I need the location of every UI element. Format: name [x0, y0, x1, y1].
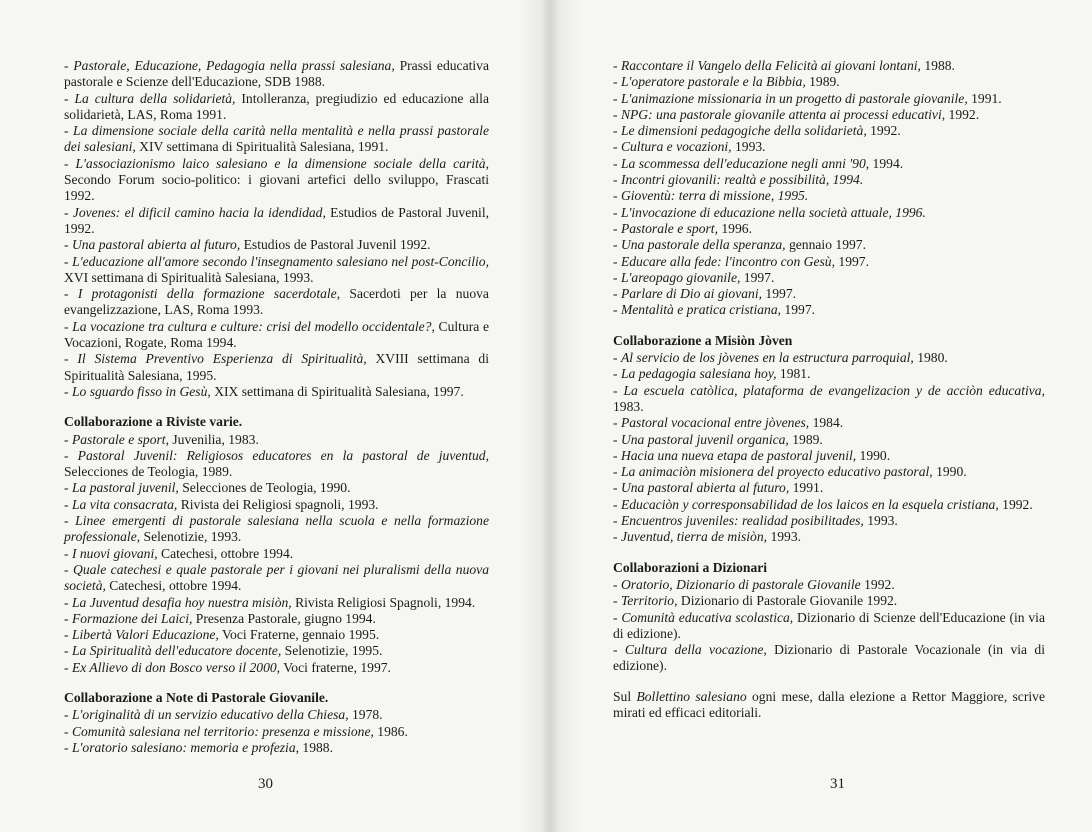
entry-title: Mentalità e pratica cristiana, — [620, 302, 782, 318]
bibliography-entry — [64, 740, 489, 756]
entry-dash: - — [64, 594, 72, 610]
entry-details: 1992. — [998, 496, 1033, 512]
bibliography-entry — [613, 593, 1045, 609]
entry-dash: - — [613, 74, 621, 90]
page-number-left: 30 — [258, 776, 273, 792]
entry-dash: - — [64, 318, 73, 334]
entry-dash: - — [64, 545, 72, 561]
entry-dash: - — [64, 707, 72, 723]
entry-title: Pastorale e sport, — [71, 431, 169, 447]
entry-title: Juventud, tierra de misiòn, — [620, 529, 768, 545]
entry-title: Libertà Valori Educazione, — [71, 627, 219, 643]
entry-title: Pastoral vocacional entre jòvenes, — [620, 415, 810, 431]
entry-title: L'oratorio salesiano: memoria e profezia, — [71, 739, 300, 755]
riviste-list — [64, 432, 489, 676]
entry-details: Juvenilia, 1983. — [168, 431, 259, 447]
entry-title: La pedagogia salesiana hoy, — [620, 366, 777, 382]
entry-title: Una pastorale della speranza, — [620, 237, 786, 253]
entry-dash: - — [613, 302, 621, 318]
entry-title: Cultura della vocazione, — [624, 642, 767, 658]
entry-details: XVIII settimana di Spiritualità Salesiana, 1995. — [64, 351, 489, 383]
closing-post: ogni mese, dalla elezione a Rettor Maggiore, scrive mirati ed efficaci editoriali. — [613, 688, 1045, 720]
bibliography-entry — [64, 546, 489, 562]
entry-details: Prassi educativa pastorale e Scienze dell'Educazione, SDB 1988. — [64, 58, 489, 90]
entry-title: La Juventud desafia hoy nuestra misiòn, — [71, 594, 292, 610]
entry-details: Selenotizie, 1995. — [281, 643, 383, 659]
bibliography-entry — [64, 513, 489, 546]
entry-details: Rivista Religiosi Spagnoli, 1994. — [291, 594, 476, 610]
entry-dash: - — [613, 464, 621, 480]
entry-dash: - — [64, 58, 74, 73]
entry-dash: - — [64, 513, 76, 529]
entry-title: I nuovi giovani, — [71, 545, 158, 561]
entry-details: 1983. — [613, 398, 644, 414]
entry-title: La dimensione sociale della carità nella mentalità e nella prassi pastorale dei salesiani, — [64, 123, 489, 155]
entry-title: Al servicio de los jòvenes en la estructura parroquial, — [620, 350, 914, 366]
bibliography-entry — [613, 432, 1045, 448]
closing-title: Bollettino salesiano — [636, 688, 747, 704]
bibliography-entry — [613, 577, 1045, 593]
entry-details: 1988. — [920, 58, 955, 73]
bibliography-entry — [613, 302, 1045, 318]
entry-dash: - — [64, 610, 72, 626]
entry-details: 1992. — [860, 576, 895, 592]
entry-details: Voci Fraterne, gennaio 1995. — [218, 627, 380, 643]
bibliography-entry — [613, 172, 1045, 188]
entry-details: 1996. — [717, 220, 752, 236]
entry-dash: - — [613, 382, 624, 398]
bibliography-entry — [613, 642, 1045, 675]
bibliography-entry — [613, 91, 1045, 107]
entry-title: Pastoral Juvenil: Religiosos educatores en la pastoral de juventud, — [77, 447, 489, 463]
entry-title: Cultura e vocazioni, — [620, 139, 732, 155]
entry-dash: - — [613, 58, 621, 73]
bibliography-entry — [64, 707, 489, 723]
entry-details: 1984. — [809, 415, 844, 431]
entry-dash: - — [613, 350, 621, 366]
entry-title: Parlare di Dio ai giovani, — [620, 286, 763, 302]
bibliography-entry — [613, 350, 1045, 366]
bibliography-entry — [64, 351, 489, 384]
entry-details: XIV settimana di Spiritualità Salesiana, 1991. — [135, 139, 389, 155]
entry-details: 1989. — [805, 74, 840, 90]
entry-title: Formazione dei Laici, — [71, 610, 193, 626]
bibliography-entry — [64, 448, 489, 481]
entry-title: Comunità educativa scolastica, — [621, 609, 794, 625]
right-page — [613, 58, 1045, 721]
bibliography-entry — [613, 480, 1045, 496]
entry-title: Hacia una nueva etapa de pastoral juvenil, — [620, 447, 857, 463]
bibliography-entry — [64, 432, 489, 448]
entry-dash: - — [64, 561, 73, 577]
entry-details: 1992. — [866, 123, 901, 139]
entry-title: Incontri giovanili: realtà e possibilità, 1994. — [620, 172, 864, 188]
entry-title: Oratorio, Dizionario di pastorale Giovanile — [620, 576, 861, 592]
entry-details: Dizionario di Pastorale Vocazionale (in via di edizione). — [613, 642, 1045, 674]
bibliography-entry — [64, 91, 489, 124]
entry-details: Selenotizie, 1993. — [140, 529, 242, 545]
mision-list — [613, 350, 1045, 546]
page-number-right: 31 — [830, 776, 845, 792]
entry-dash: - — [613, 237, 621, 253]
bibliography-entry — [613, 156, 1045, 172]
bibliography-entry — [64, 286, 489, 319]
bibliography-entry — [613, 74, 1045, 90]
entry-dash: - — [64, 383, 72, 399]
bibliography-entry — [613, 188, 1045, 204]
entry-details: Catechesi, ottobre 1994. — [157, 545, 294, 561]
entry-dash: - — [613, 106, 621, 122]
entry-details: XIX settimana di Spiritualità Salesiana, 1997. — [210, 383, 464, 399]
entry-dash: - — [613, 447, 621, 463]
entry-dash: - — [613, 529, 621, 545]
entry-dash: - — [613, 269, 621, 285]
entry-title: Gioventù: terra di missione, 1995. — [620, 188, 809, 204]
bibliography-entry — [64, 123, 489, 156]
entry-details: 1990. — [856, 447, 891, 463]
bibliography-entry — [64, 497, 489, 513]
entry-dash: - — [64, 496, 72, 512]
entry-details: 1993. — [767, 529, 802, 545]
entry-dash: - — [64, 90, 75, 106]
bibliography-entry — [613, 123, 1045, 139]
bibliography-entry — [64, 595, 489, 611]
bibliography-entry — [64, 627, 489, 643]
entry-details: Secondo Forum socio-politico: i giovani artefici dello sviluppo, Frascati 1992. — [64, 172, 489, 204]
entry-details: Voci fraterne, 1997. — [280, 659, 391, 675]
entry-title: Una pastoral juvenil organica, — [620, 431, 789, 447]
entry-details: Selecciones de Teologia, 1989. — [64, 464, 233, 480]
bibliography-entry — [64, 724, 489, 740]
bibliography-entry — [613, 139, 1045, 155]
entry-dash: - — [64, 447, 78, 463]
bibliography-entry — [613, 366, 1045, 382]
entry-title: Le dimensioni pedagogiche della solidarietà, — [620, 123, 867, 139]
entry-dash: - — [64, 204, 73, 220]
entry-dash: - — [64, 480, 72, 496]
entry-title: Lo sguardo fisso in Gesù, — [71, 383, 211, 399]
entry-details: 1991. — [789, 480, 824, 496]
entry-dash: - — [613, 513, 621, 529]
entry-dash: - — [613, 172, 621, 188]
entry-details: Selecciones de Teologia, 1990. — [178, 480, 351, 496]
entry-details: 1988. — [299, 739, 333, 755]
bibliography-entry — [613, 221, 1045, 237]
entry-title: La scommessa dell'educazione negli anni '90, — [620, 155, 870, 171]
entry-title: La vocazione tra cultura e culture: crisi del modello occidentale?, — [72, 318, 435, 334]
entry-dash: - — [613, 123, 621, 139]
bibliography-entry — [613, 529, 1045, 545]
entry-dash: - — [64, 723, 72, 739]
entry-title: Quale catechesi e quale pastorale per i giovani nei pluralismi della nuova società, — [64, 561, 489, 594]
entry-title: La animaciòn misionera del proyecto educativo pastoral, — [620, 464, 933, 480]
entry-dash: - — [613, 415, 621, 431]
entry-dash: - — [613, 431, 621, 447]
entry-title: L'originalità di un servizio educativo della Chiesa, — [71, 707, 349, 723]
entry-dash: - — [64, 155, 76, 171]
entry-details: 1986. — [373, 723, 408, 739]
entry-title: Territorio, — [620, 593, 678, 609]
bibliography-entry — [613, 610, 1045, 643]
entry-dash: - — [613, 220, 621, 236]
entry-dash: - — [613, 609, 622, 625]
entry-title: Pastorale, Educazione, Pedagogia nella prassi salesiana, — [73, 58, 395, 73]
entry-title: Raccontare il Vangelo della Felicità ai giovani lontani, — [620, 58, 921, 73]
entry-details: XVI settimana di Spiritualità Salesiana, 1993. — [64, 269, 314, 285]
entry-title: I protagonisti della formazione sacerdotale, — [77, 286, 341, 302]
entry-title: L'educazione all'amore secondo l'insegnamento salesiano nel post-Concilio, — [72, 253, 489, 269]
entry-details: 1978. — [348, 707, 383, 723]
closing-pre: Sul — [613, 688, 637, 704]
bibliography-entry — [64, 611, 489, 627]
entry-details: 1994. — [869, 155, 904, 171]
entry-dash: - — [64, 659, 72, 675]
bibliography-entry — [613, 448, 1045, 464]
entry-dash: - — [613, 593, 621, 609]
entry-dash: - — [613, 366, 621, 382]
entry-dash: - — [613, 480, 621, 496]
bibliography-entry — [64, 205, 489, 238]
entry-title: NPG: una pastorale giovanile attenta ai processi educativi, — [620, 106, 946, 122]
entry-dash: - — [613, 642, 625, 658]
bibliography-entry — [64, 58, 489, 91]
entry-title: Una pastoral abierta al futuro, — [71, 237, 241, 253]
bibliography-entry — [613, 270, 1045, 286]
entry-dash: - — [64, 739, 72, 755]
entry-details: 1981. — [776, 366, 811, 382]
entry-dash: - — [613, 139, 621, 155]
entry-dash: - — [64, 253, 73, 269]
entry-details: gennaio 1997. — [785, 237, 866, 253]
entry-dash: - — [64, 286, 78, 302]
entry-details: 1997. — [740, 269, 775, 285]
entry-title: Educare alla fede: l'incontro con Gesù, — [620, 253, 835, 269]
entry-title: Encuentros juveniles: realidad posibilitades, — [620, 513, 864, 529]
npg-list — [64, 707, 489, 756]
entry-title: Comunità salesiana nel territorio: presenza e missione, — [71, 723, 374, 739]
bibliography-entry — [64, 660, 489, 676]
entry-details: Rivista dei Religiosi spagnoli, 1993. — [177, 496, 379, 512]
entry-title: Linee emergenti di pastorale salesiana nella scuola e nella formazione professionale, — [64, 513, 489, 545]
bibliography-entry — [64, 156, 489, 205]
bibliography-entry — [64, 384, 489, 400]
entry-dash: - — [613, 155, 621, 171]
entry-title: La cultura della solidarietà, — [74, 90, 236, 106]
intro-list — [64, 58, 489, 400]
entry-details: 1997. — [762, 286, 797, 302]
heading-mision: Collaborazione a Misiòn Jòven — [613, 332, 793, 348]
entry-details: Presenza Pastorale, giugno 1994. — [192, 610, 376, 626]
bibliography-entry — [613, 107, 1045, 123]
entry-title: La Spiritualità dell'educatore docente, — [71, 643, 282, 659]
bibliography-entry — [613, 254, 1045, 270]
entry-details: Cultura e Vocazioni, Rogate, Roma 1994. — [64, 318, 489, 351]
entry-dash: - — [64, 123, 74, 139]
entry-details: 1990. — [932, 464, 967, 480]
closing-paragraph — [613, 689, 1045, 722]
entry-details: 1992. — [945, 106, 980, 122]
entry-details: 1993. — [731, 139, 766, 155]
entry-details: Estudios de Pastoral Juvenil, 1992. — [64, 204, 489, 236]
entry-dash: - — [613, 253, 621, 269]
entry-details: Catechesi, ottobre 1994. — [105, 578, 242, 594]
entry-details: 1980. — [913, 350, 948, 366]
bibliography-entry — [613, 205, 1045, 221]
entry-title: L'invocazione di educazione nella società attuale, 1996. — [620, 204, 926, 220]
entry-title: Jovenes: el dificil camino hacia la idendidad, — [72, 204, 326, 220]
entry-title: La escuela catòlica, plataforma de evangelizacion y de acciòn educativa, — [623, 382, 1045, 398]
bibliography-entry — [64, 254, 489, 287]
bibliography-entry — [613, 237, 1045, 253]
entry-dash: - — [613, 90, 621, 106]
bibliography-entry — [64, 643, 489, 659]
entry-dash: - — [64, 237, 72, 253]
entry-title: Pastorale e sport, — [620, 220, 718, 236]
bibliography-entry — [613, 286, 1045, 302]
entry-title: La vita consacrata, — [71, 496, 178, 512]
entry-details: 1997. — [781, 302, 816, 318]
bibliography-entry — [613, 383, 1045, 416]
entry-details: Sacerdoti per la nuova evangelizzazione, LAS, Roma 1993. — [64, 286, 489, 318]
bibliography-entry — [64, 237, 489, 253]
entry-dash: - — [64, 351, 78, 367]
heading-dizionari: Collaborazioni a Dizionari — [613, 559, 768, 575]
entry-dash: - — [64, 431, 72, 447]
bibliography-entry — [613, 415, 1045, 431]
heading-npg: Collaborazione a Note di Pastorale Giovanile. — [64, 689, 329, 705]
bibliography-entry — [64, 562, 489, 595]
bibliography-entry — [613, 513, 1045, 529]
left-page — [64, 58, 489, 756]
entry-title: L'operatore pastorale e la Bibbia, — [620, 74, 806, 90]
heading-riviste: Collaborazione a Riviste varie. — [64, 414, 243, 430]
bibliography-entry — [613, 58, 1045, 74]
dizionari-list — [613, 577, 1045, 675]
bibliography-entry — [613, 497, 1045, 513]
entry-details: 1997. — [835, 253, 869, 269]
entry-title: Educaciòn y corresponsabilidad de los laicos en la esquela cristiana, — [620, 496, 999, 512]
entry-details: Estudios de Pastoral Juvenil 1992. — [240, 237, 431, 253]
entry-details: 1989. — [788, 431, 823, 447]
entry-title: Ex Allievo di don Bosco verso il 2000, — [71, 659, 281, 675]
entry-details: Dizionario di Pastorale Giovanile 1992. — [677, 593, 898, 609]
entry-title: Una pastoral abierta al futuro, — [620, 480, 790, 496]
entry-dash: - — [613, 188, 621, 204]
entry-dash: - — [613, 286, 621, 302]
entry-title: L'areopago giovanile, — [620, 269, 741, 285]
entry-title: Il Sistema Preventivo Esperienza di Spiritualità, — [77, 351, 367, 367]
entry-dash: - — [64, 643, 72, 659]
entry-details: Intolleranza, pregiudizio ed educazione alla solidarietà, LAS, Roma 1991. — [64, 90, 489, 122]
entry-title: L'animazione missionaria in un progetto di pastorale giovanile, — [620, 90, 968, 106]
book-gutter — [520, 0, 580, 832]
bibliography-entry — [64, 480, 489, 496]
entry-dash: - — [64, 627, 72, 643]
entry-dash: - — [613, 576, 621, 592]
entry-dash: - — [613, 204, 621, 220]
entry-title: L'associazionismo laico salesiano e la dimensione sociale della carità, — [75, 155, 489, 171]
entry-details: 1993. — [863, 513, 898, 529]
entry-details: 1991. — [967, 90, 1002, 106]
entry-title: La pastoral juvenil, — [71, 480, 179, 496]
npg-continued-list — [613, 58, 1045, 319]
bibliography-entry — [64, 319, 489, 352]
entry-details: Dizionario di Scienze dell'Educazione (in via di edizione). — [613, 609, 1045, 641]
bibliography-entry — [613, 464, 1045, 480]
entry-dash: - — [613, 496, 621, 512]
